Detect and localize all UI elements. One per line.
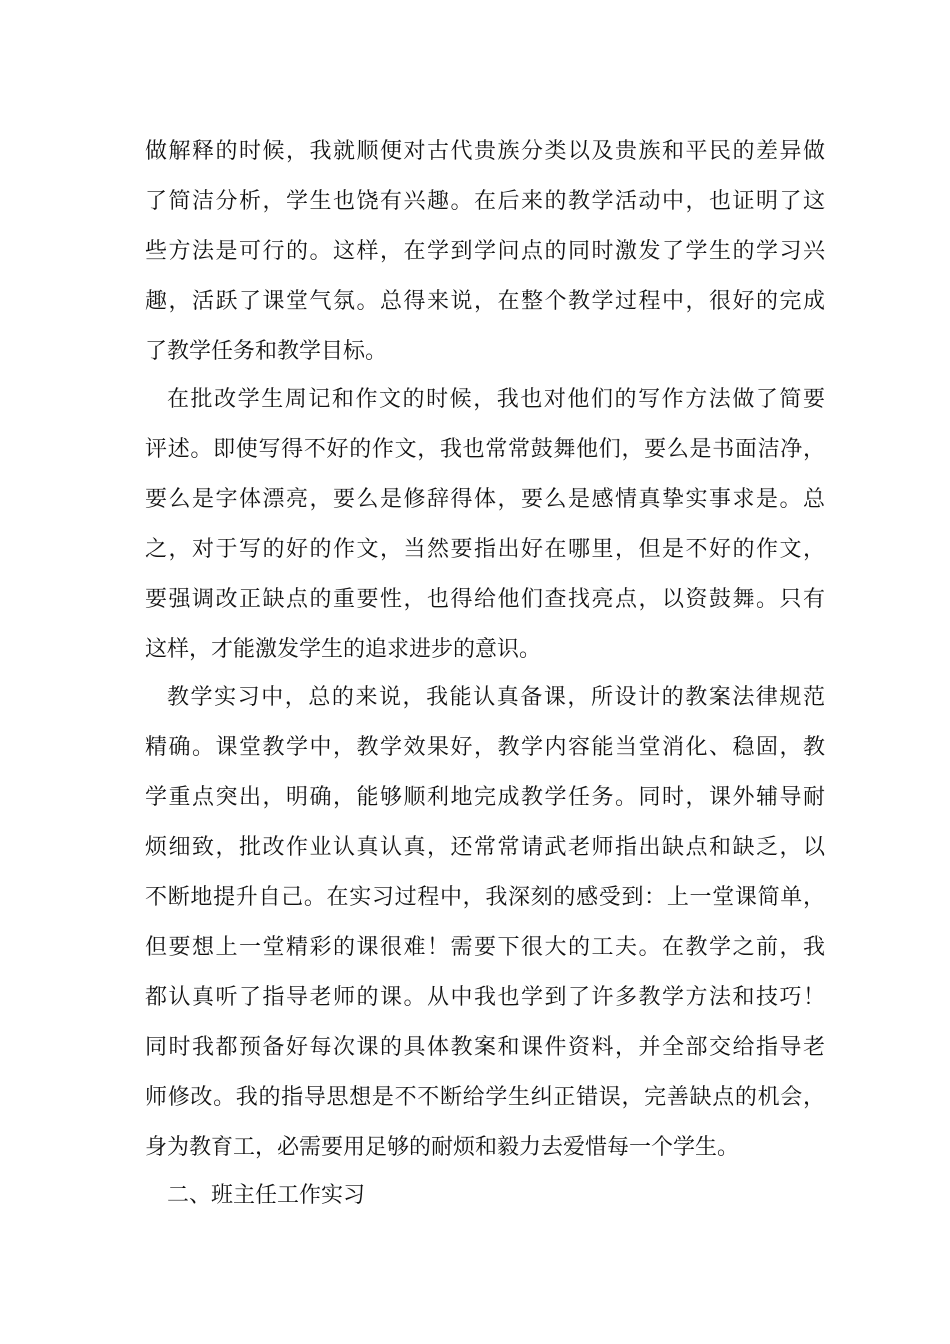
paragraph-line: 在批改学生周记和作文的时候，我也对他们的写作方法做了简要 xyxy=(167,387,825,412)
paragraph-line: 身为教育工，必需要用足够的耐烦和毅力去爱惜每一个学生。 xyxy=(145,1135,740,1160)
paragraph-line: 要么是字体漂亮，要么是修辞得体，要么是感情真挚实事求是。总 xyxy=(145,487,825,512)
paragraph-line: 这样，才能激发学生的追求进步的意识。 xyxy=(145,637,542,662)
paragraph-line: 评述。即使写得不好的作文，我也常常鼓舞他们，要么是书面洁净， xyxy=(145,437,825,462)
paragraph-line: 之，对于写的好的作文，当然要指出好在哪里，但是不好的作文， xyxy=(145,537,825,562)
paragraph-line: 教学实习中，总的来说，我能认真备课，所设计的教案法律规范 xyxy=(167,685,825,710)
paragraph-line: 但要想上一堂精彩的课很难！需要下很大的工夫。在教学之前，我 xyxy=(145,935,825,960)
paragraph-line: 烦细致，批改作业认真认真，还常常请武老师指出缺点和缺乏，以 xyxy=(145,835,825,860)
paragraph-line: 精确。课堂教学中，教学效果好，教学内容能当堂消化、稳固，教 xyxy=(145,735,825,760)
paragraph-line: 些方法是可行的。这样，在学到学问点的同时激发了学生的学习兴 xyxy=(145,239,825,264)
paragraph-line: 学重点突出，明确，能够顺利地完成教学任务。同时，课外辅导耐 xyxy=(145,785,825,810)
paragraph-line: 不断地提升自己。在实习过程中，我深刻的感受到：上一堂课简单， xyxy=(145,885,825,910)
paragraph-line: 趣，活跃了课堂气氛。总得来说，在整个教学过程中，很好的完成 xyxy=(145,289,825,314)
section-heading: 二、班主任工作实习 xyxy=(167,1183,366,1208)
paragraph-line: 要强调改正缺点的重要性，也得给他们查找亮点，以资鼓舞。只有 xyxy=(145,587,825,612)
paragraph-line: 同时我都预备好每次课的具体教案和课件资料，并全部交给指导老 xyxy=(145,1035,825,1060)
paragraph-line: 都认真听了指导老师的课。从中我也学到了许多教学方法和技巧！ xyxy=(145,985,825,1010)
paragraph-line: 做解释的时候，我就顺便对古代贵族分类以及贵族和平民的差异做 xyxy=(145,139,825,164)
paragraph-line: 师修改。我的指导思想是不不断给学生纠正错误，完善缺点的机会， xyxy=(145,1085,825,1110)
paragraph-line: 了简洁分析，学生也饶有兴趣。在后来的教学活动中，也证明了这 xyxy=(145,189,825,214)
paragraph-line: 了教学任务和教学目标。 xyxy=(145,339,388,364)
